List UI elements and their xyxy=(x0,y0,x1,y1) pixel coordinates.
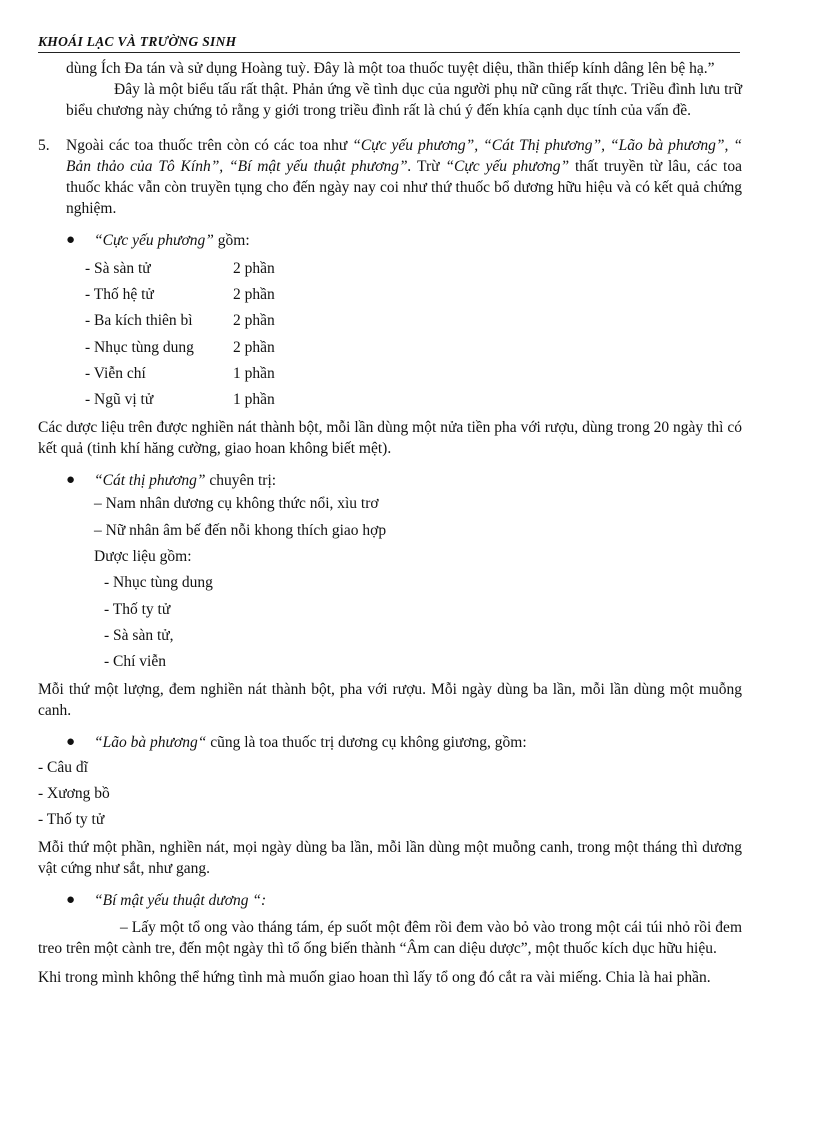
bullet-cuc-yeu: ● “Cực yếu phương” gồm: xyxy=(66,232,250,249)
lao-ba-usage: Mỗi thứ một phần, nghiền nát, mọi ngày dùng ba lần, mỗi lần dùng một muỗng canh, trong một tháng thì dương vật cứng như sắt, như gang. xyxy=(38,838,742,877)
page-content xyxy=(38,58,742,988)
ingredient-list xyxy=(38,255,742,413)
bullet-dot: ● xyxy=(66,471,76,488)
running-header: KHOÁI LẠC VÀ TRƯỜNG SINH xyxy=(38,34,237,49)
cuc-yeu-usage: Các dược liệu trên được nghiền nát thành bột, mỗi lần dùng một nửa tiền pha với rượu, dùng trong 20 ngày thì có kết quả (tinh khí hăng cường, giao hoan không biết mệt). xyxy=(38,418,742,457)
ingredients-label: Dược liệu gồm: xyxy=(94,548,192,566)
item-5-text: Ngoài các toa thuốc trên còn có các toa như “Cực yếu phương”, “Cát Thị phương”, “Lão bà phương”, “ Bản thảo của Tô Kính”, “Bí mật yếu thuật phương”. Trừ “Cực yếu phương” thất truyền từ lâu, các toa thuốc khác vẫn còn truyền tụng cho đến ngày nay coi như thứ thuốc bổ dương hữu hiệu và có kết quả chứng nghiệm. xyxy=(66,137,742,217)
header-rule xyxy=(38,52,740,53)
ingredient-row: - Sà sàn tử, xyxy=(104,626,174,644)
bullet-dot: ● xyxy=(66,891,76,908)
treat-line: – Nữ nhân âm bế đến nỗi khong thích giao hợp xyxy=(94,521,387,539)
bullet-lao-ba: ● “Lão bà phương“ cũng là toa thuốc trị dương cụ không giương, gồm: xyxy=(66,733,527,751)
bi-mat-usage: Khi trong mình không thể hứng tình mà muốn giao hoan thì lấy tổ ong đó cắt ra vài miếng. Chia là hai phần. xyxy=(38,968,711,986)
ingredient-row: - Viễn chí 1 phần xyxy=(85,364,275,382)
ingredient-row: - Chí viễn xyxy=(104,653,166,671)
item-number: 5. xyxy=(38,137,50,154)
bi-mat-method: – Lấy một tổ ong vào tháng tám, ép suốt một đêm rồi đem vào bỏ vào trong một cái túi nhỏ rồi đem treo trên một cành tre, đến một ngày thì tổ ống biến thành “Âm can diệu dược”, một thuốc kích dục hữu hiệu. xyxy=(38,918,742,957)
ingredient-row: - Ba kích thiên bì 2 phần xyxy=(85,312,275,330)
recipe-title: “Cực yếu phương” xyxy=(94,232,214,249)
treat-line: – Nam nhân dương cụ không thức nổi, xìu trơ xyxy=(94,495,379,513)
bullet-dot: ● xyxy=(66,232,76,248)
numbered-item-5 xyxy=(38,135,742,219)
cat-thi-usage: Mỗi thứ một lượng, đem nghiền nát thành bột, pha với rượu. Mỗi ngày dùng ba lần, mỗi lần dùng một muỗng canh. xyxy=(38,680,742,719)
ingredient-row: - Câu dĩ xyxy=(38,759,88,777)
ingredient-row: - Nhục tùng dung xyxy=(104,574,213,592)
ingredient-row: - Xương bồ xyxy=(38,785,110,803)
intro-paragraph: Đây là một biểu tấu rất thật. Phản ứng về tình dục của người phụ nữ cũng rất thực. Triều đình lưu trữ biểu chương này chứng tỏ rằng y giới trong triều đình rất là chú ý đến khía cạnh dục tính của vấn đề. xyxy=(66,81,742,119)
bullet-dot: ● xyxy=(66,733,76,750)
bullet-cat-thi: ● “Cát thị phương” chuyên trị: xyxy=(66,471,277,489)
ingredient-row: - Nhục tùng dung 2 phần xyxy=(85,338,275,356)
ingredient-row: - Thố ty tử xyxy=(38,811,105,829)
ingredient-row: - Sà sàn tử 2 phần xyxy=(85,259,275,277)
ingredient-row: - Thố ty tử xyxy=(104,600,171,618)
recipe-title: “Cát thị phương” xyxy=(94,471,206,489)
bullet-bi-mat xyxy=(66,890,742,911)
ingredient-row: - Ngũ vị tử 1 phần xyxy=(85,391,275,409)
intro-continuation: dùng Ích Đa tán và sử dụng Hoàng tuỳ. Đây là một toa thuốc tuyệt diệu, thần thiếp kính dâng lên bệ hạ.” xyxy=(66,60,715,77)
recipe-title: “Lão bà phương“ xyxy=(94,733,207,751)
recipe-title: “Bí mật yếu thuật dương “: xyxy=(94,891,267,909)
ingredient-row: - Thố hệ tử 2 phần xyxy=(85,285,275,303)
